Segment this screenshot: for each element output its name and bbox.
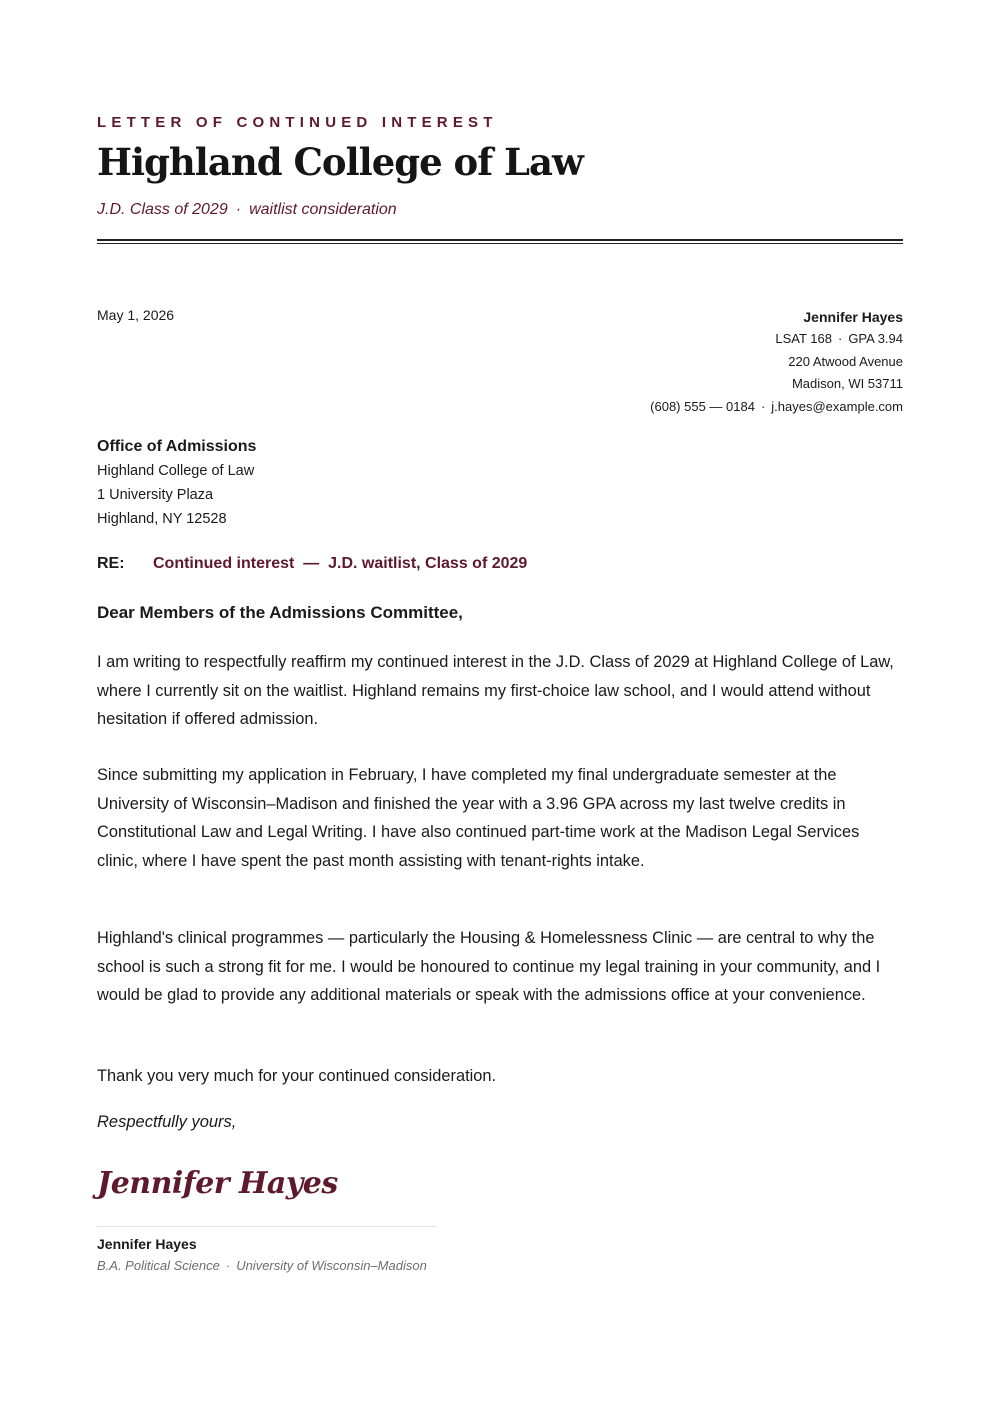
scores-separator: · (837, 331, 843, 346)
signatory-degree: B.A. Political Science (97, 1258, 220, 1273)
subject-line (97, 555, 527, 573)
subtitle-separator: · (235, 201, 242, 218)
body-paragraph: Thank you very much for your continued consideration. (97, 1067, 497, 1085)
recipient-street: 1 University Plaza (97, 487, 214, 503)
sender-city: Madison, WI 53711 (791, 376, 903, 391)
signatory-credentials (97, 1258, 427, 1273)
sender-street: 220 Atwood Avenue (788, 353, 903, 369)
sender-gpa: GPA 3.94 (848, 331, 903, 346)
closing-phrase: Respectfully yours, (97, 1113, 237, 1131)
handwritten-signature: Jennifer Hayes (97, 1166, 338, 1201)
recipient-office: Office of Admissions (97, 438, 257, 455)
recipient-city: Highland, NY 12528 (97, 511, 227, 527)
sender-email: j.hayes@example.com (771, 398, 903, 414)
subject-label: RE: (97, 555, 125, 572)
subject-text: Continued interest — J.D. waitlist, Class of 2029 (153, 555, 528, 572)
sender-block (650, 308, 903, 418)
recipient-block (97, 435, 256, 531)
sender-scores (650, 328, 903, 351)
subtitle-class: J.D. Class of 2029 (97, 201, 228, 218)
header-rule-bottom (97, 243, 903, 244)
body-paragraph: I am writing to respectfully reaffirm my continued interest in the J.D. Class of 2029 at Highland College of Law, where I currently sit on the waitlist. Highland remains my first-choice law school, and I would attend without hesitation if offered admission. (97, 653, 894, 729)
header-rule-top (97, 239, 903, 241)
signature-rule (97, 1226, 437, 1227)
contact-separator: · (760, 398, 766, 414)
letter-date: May 1, 2026 (97, 307, 175, 323)
sender-phone: (608) 555 — 0184 (650, 398, 755, 414)
letter-subtitle (97, 201, 397, 219)
subtitle-note: waitlist consideration (249, 201, 397, 218)
signatory-name: Jennifer Hayes (97, 1236, 197, 1252)
credentials-separator: · (225, 1258, 231, 1273)
letter-title: Highland College of Law (97, 140, 583, 184)
salutation: Dear Members of the Admissions Committee, (97, 603, 463, 622)
sender-name: Jennifer Hayes (803, 309, 903, 325)
sender-contact (650, 396, 903, 419)
document-type-label: LETTER OF CONTINUED INTEREST (97, 114, 498, 131)
recipient-institution: Highland College of Law (97, 463, 255, 479)
body-paragraph: Highland's clinical programmes — particularly the Housing & Homelessness Clinic — are central to why the school is such a strong fit for me. I would be honoured to continue my legal training in your community, and I would be glad to provide any additional materials or speak with the admissions office at your convenience. (97, 929, 881, 1005)
sender-lsat: LSAT 168 (775, 331, 832, 346)
signatory-school: University of Wisconsin–Madison (236, 1258, 427, 1273)
body-paragraph: Since submitting my application in February, I have completed my final undergraduate semester at the University of Wisconsin–Madison and finished the year with a 3.96 GPA across my last twelve credits in Constitutional Law and Legal Writing. I have also continued part-time work at the Madison Legal Services clinic, where I have spent the past month assisting with tenant-rights intake. (97, 766, 860, 870)
